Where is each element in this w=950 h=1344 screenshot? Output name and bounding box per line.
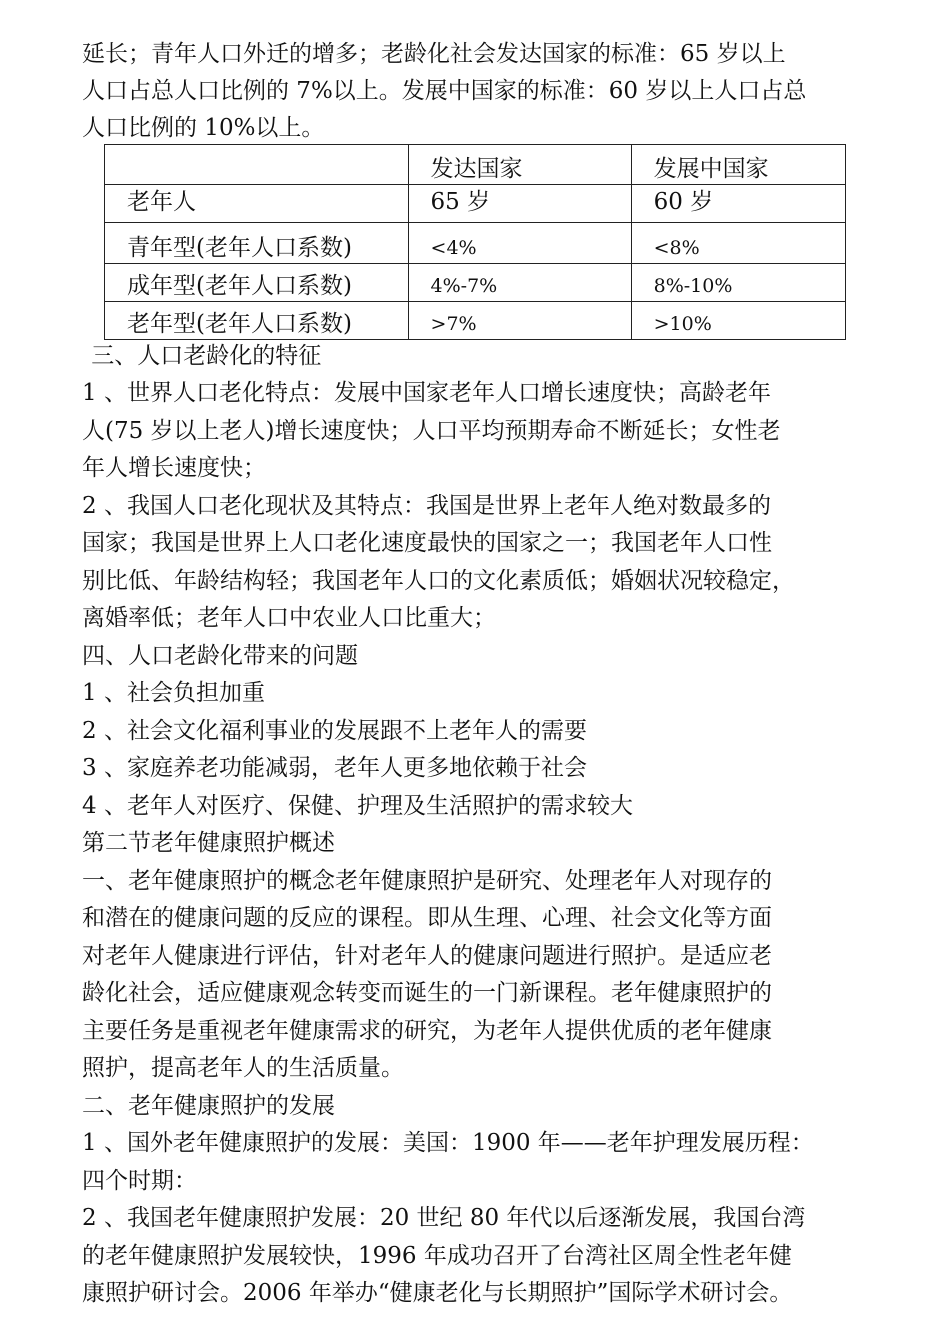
table-cell: 青年型(老年人口系数) — [105, 223, 409, 264]
paragraph-line: 主要任务是重视老年健康需求的研究，为老年人提供优质的老年健康 — [82, 1018, 772, 1044]
paragraph-line: 国家；我国是世界上人口老化速度最快的国家之一；我国老年人口性 — [82, 530, 772, 556]
section-heading: 三、人口老龄化的特征 — [84, 343, 322, 369]
list-item: 4 、老年人对医疗、保健、护理及生活照护的需求较大 — [82, 793, 633, 819]
paragraph-line: 一、老年健康照护的概念老年健康照护是研究、处理老年人对现存的 — [82, 868, 772, 894]
paragraph-line: 四个时期： — [82, 1168, 197, 1194]
table-row — [105, 223, 846, 264]
table-cell: 60 岁 — [631, 185, 845, 223]
paragraph-line: 人口比例的 10%以上。 — [82, 115, 325, 141]
paragraph-line: 延长；青年人口外迁的增多；老龄化社会发达国家的标准：65 岁以上 — [82, 41, 786, 67]
paragraph-line: 2 、我国老年健康照护发展：20 世纪 80 年代以后逐渐发展，我国台湾 — [82, 1205, 806, 1231]
list-item: 3 、家庭养老功能减弱，老年人更多地依赖于社会 — [82, 755, 587, 781]
table-cell: >7% — [408, 302, 631, 340]
list-item: 1 、社会负担加重 — [82, 680, 265, 706]
table-cell: >10% — [631, 302, 845, 340]
paragraph-line: 对老年人健康进行评估，针对老年人的健康问题进行照护。是适应老 — [82, 943, 772, 969]
table-cell: 老年型(老年人口系数) — [105, 302, 409, 340]
table-header-cell: 发达国家 — [408, 145, 631, 185]
paragraph-line: 照护，提高老年人的生活质量。 — [82, 1055, 404, 1081]
section-heading: 二、老年健康照护的发展 — [82, 1093, 335, 1119]
table-cell — [105, 145, 409, 185]
paragraph-line: 2 、我国人口老化现状及其特点：我国是世界上老年人绝对数最多的 — [82, 493, 771, 519]
paragraph-line: 年人增长速度快； — [82, 455, 266, 481]
paragraph-line: 和潜在的健康问题的反应的课程。即从生理、心理、社会文化等方面 — [82, 905, 772, 931]
paragraph-line: 的老年健康照护发展较快，1996 年成功召开了台湾社区周全性老年健 — [82, 1243, 792, 1269]
table-cell: <4% — [408, 223, 631, 264]
table-header-cell: 发展中国家 — [631, 145, 845, 185]
table-row — [105, 302, 846, 340]
paragraph-line: 1 、世界人口老化特点：发展中国家老年人口增长速度快；高龄老年 — [82, 380, 771, 406]
paragraph-line: 人(75 岁以上老人)增长速度快；人口平均预期寿命不断延长；女性老 — [82, 418, 781, 444]
aging-standards-table — [104, 144, 846, 340]
paragraph-line: 康照护研讨会。2006 年举办“健康老化与长期照护”国际学术研讨会。 — [82, 1280, 793, 1306]
table-cell: 成年型(老年人口系数) — [105, 264, 409, 302]
paragraph-line: 离婚率低；老年人口中农业人口比重大； — [82, 605, 496, 631]
list-item: 2 、社会文化福利事业的发展跟不上老年人的需要 — [82, 718, 587, 744]
paragraph-line: 别比低、年龄结构轻；我国老年人口的文化素质低；婚姻状况较稳定， — [82, 568, 795, 594]
section-heading: 四、人口老龄化带来的问题 — [82, 643, 358, 669]
table-row — [105, 185, 846, 223]
paragraph-line: 1 、国外老年健康照护的发展：美国：1900 年——老年护理发展历程： — [82, 1130, 814, 1156]
table-row — [105, 264, 846, 302]
table-cell: 老年人 — [105, 185, 409, 223]
paragraph-line: 龄化社会，适应健康观念转变而诞生的一门新课程。老年健康照护的 — [82, 980, 772, 1006]
paragraph-line: 人口占总人口比例的 7%以上。发展中国家的标准：60 岁以上人口占总 — [82, 78, 807, 104]
section-heading: 第二节老年健康照护概述 — [82, 830, 335, 856]
table-cell: 65 岁 — [408, 185, 631, 223]
table-cell: 4%-7% — [408, 264, 631, 302]
table-header-row — [105, 145, 846, 185]
table-cell: <8% — [631, 223, 845, 264]
table-cell: 8%-10% — [631, 264, 845, 302]
